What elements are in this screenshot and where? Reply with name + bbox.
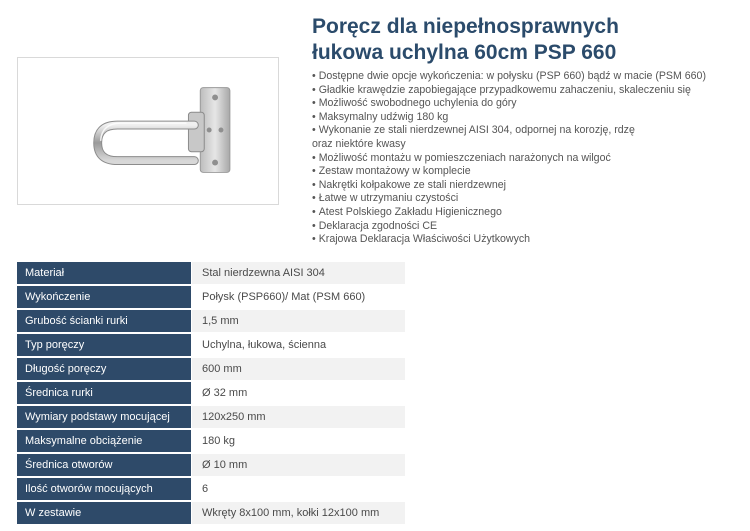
spec-value: 1,5 mm — [192, 310, 405, 332]
spec-label: Średnica rurki — [17, 382, 192, 404]
spec-value: Ø 32 mm — [192, 382, 405, 404]
bullet-icon: • — [312, 83, 316, 96]
spec-value: Ø 10 mm — [192, 454, 405, 476]
spec-label: W zestawie — [17, 502, 192, 524]
table-row — [17, 310, 405, 332]
spec-table — [17, 260, 405, 526]
spec-value: 6 — [192, 478, 405, 500]
bullet-icon: • — [312, 151, 316, 164]
feature-item — [312, 220, 748, 234]
spec-label: Typ poręczy — [17, 334, 192, 356]
feature-text: Zestaw montażowy w komplecie — [318, 165, 471, 178]
spec-value: Uchylna, łukowa, ścienna — [192, 334, 405, 356]
bullet-icon: • — [312, 192, 316, 205]
feature-text: Dostępne dwie opcje wykończenia: w połysku (PSP 660) bądź w macie (PSM 660) — [318, 70, 706, 82]
feature-text: Deklaracja zgodności CE — [318, 219, 438, 232]
table-row — [17, 478, 405, 500]
grab-bar-image — [18, 58, 278, 204]
spec-label: Wymiary podstawy mocującej — [17, 406, 192, 428]
table-row — [17, 502, 405, 524]
table-row — [17, 454, 405, 476]
spec-value: Stal nierdzewna AISI 304 — [192, 262, 405, 284]
spec-value: 600 mm — [192, 358, 405, 380]
feature-item — [312, 97, 748, 111]
spec-label: Długość poręczy — [17, 358, 192, 380]
spec-label: Ilość otworów mocujących — [17, 478, 192, 500]
spec-label: Materiał — [17, 262, 192, 284]
spec-label: Grubość ścianki rurki — [17, 310, 192, 332]
feature-text: Gładkie krawędzie zapobiegające przypadkowemu zahaczeniu, skaleczeniu się — [318, 83, 691, 96]
feature-text: Możliwość montażu w pomieszczeniach narażonych na wilgoć — [318, 151, 611, 164]
feature-item — [312, 152, 748, 166]
table-row — [17, 358, 405, 380]
feature-item — [312, 165, 748, 179]
feature-text: oraz niektóre kwasy — [312, 137, 406, 150]
table-row — [17, 430, 405, 452]
feature-text: Krajowa Deklaracja Właściwości Użytkowych — [318, 233, 531, 246]
spec-label: Średnica otworów — [17, 454, 192, 476]
spec-value: Wkręty 8x100 mm, kołki 12x100 mm — [192, 502, 405, 524]
spec-value: 120x250 mm — [192, 406, 405, 428]
feature-text: Atest Polskiego Zakładu Higienicznego — [318, 205, 502, 218]
bullet-icon: • — [312, 124, 316, 137]
bullet-icon: • — [312, 110, 316, 123]
feature-item — [312, 206, 748, 220]
feature-text: Możliwość swobodnego uchylenia do góry — [318, 97, 517, 110]
bullet-icon: • — [312, 205, 316, 218]
bullet-icon: • — [312, 97, 316, 110]
spec-value: 180 kg — [192, 430, 405, 452]
feature-item — [312, 179, 748, 193]
product-title-line-1: Poręcz dla niepełnosprawnych — [312, 15, 619, 38]
table-row — [17, 334, 405, 356]
product-title-line-2: łukowa uchylna 60cm PSP 660 — [312, 41, 617, 64]
feature-item — [312, 70, 748, 84]
bullet-icon: • — [312, 165, 316, 178]
table-row — [17, 286, 405, 308]
feature-text: Wykonanie ze stali nierdzewnej AISI 304, odpornej na korozję, rdzę — [318, 124, 635, 137]
feature-list — [312, 70, 748, 247]
feature-item-continuation — [312, 138, 748, 152]
feature-item — [312, 124, 748, 138]
bullet-icon: • — [312, 178, 316, 191]
feature-text: Łatwe w utrzymaniu czystości — [318, 192, 459, 205]
feature-text: Nakrętki kołpakowe ze stali nierdzewnej — [318, 178, 506, 191]
feature-item — [312, 192, 748, 206]
feature-text: Maksymalny udźwig 180 kg — [318, 110, 449, 123]
feature-item — [312, 111, 748, 125]
spec-label: Maksymalne obciążenie — [17, 430, 192, 452]
bullet-icon: • — [312, 233, 316, 246]
product-title — [312, 14, 742, 66]
spec-value: Połysk (PSP660)/ Mat (PSM 660) — [192, 286, 405, 308]
bullet-icon: • — [312, 70, 316, 82]
spec-label: Wykończenie — [17, 286, 192, 308]
table-row — [17, 382, 405, 404]
table-row — [17, 406, 405, 428]
feature-item — [312, 84, 748, 98]
bullet-icon: • — [312, 219, 316, 232]
feature-item — [312, 233, 748, 247]
product-image — [17, 57, 279, 205]
table-row — [17, 262, 405, 284]
